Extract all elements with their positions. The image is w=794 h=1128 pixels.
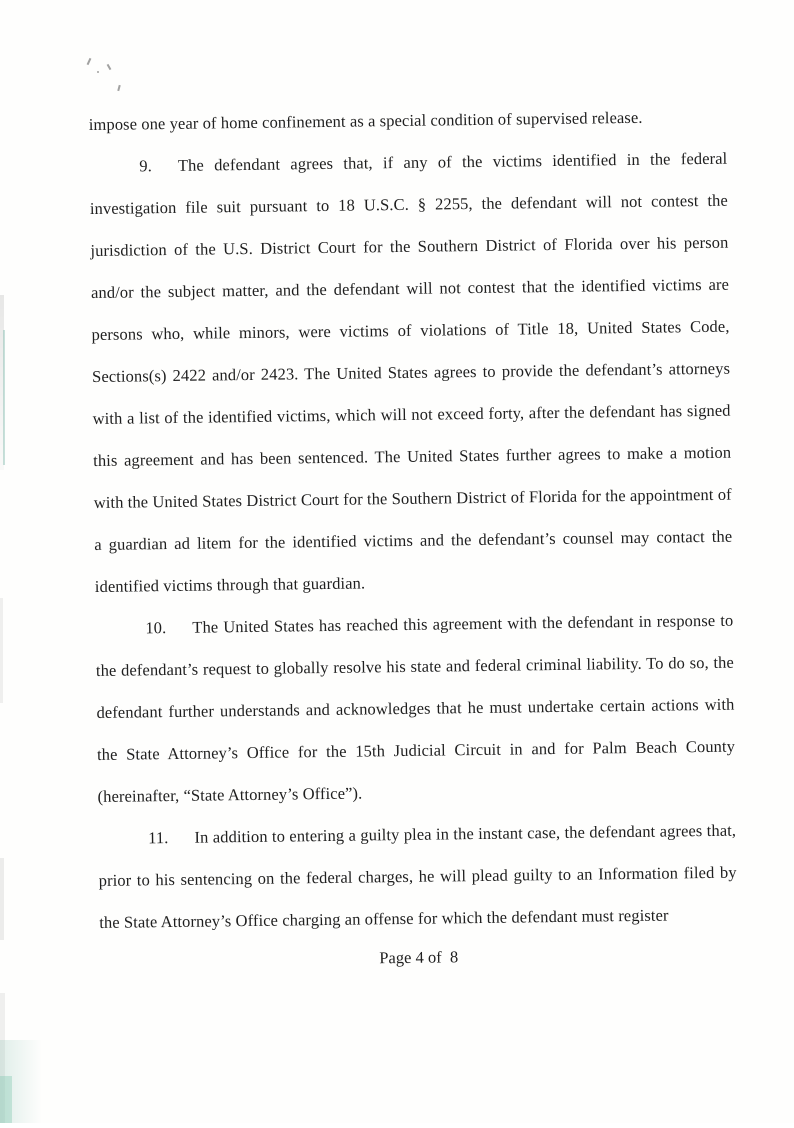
paragraph-text: The defendant agrees that, if any of the victims identified in the federal investigation file suit pursuant to 18 U.S.C. § 2255, the defendant will not contest the jurisdiction of the U.S. District Court for the Southern District of Florida over his person and/or the subject matter, and the defendant will not contest that the identified victims are persons who, while minors, were victims of violations of Title 18, United States Code, Sections(s) 2422 and/or 2423. The United States agrees to provide the defendant’s attorneys with a list of the identified victims, which will not exceed forty, after the defendant has signed this agreement and has been sentenced. The United States further agrees to make a motion with the United States District Court for the Southern District of Florida for the appointment of a guardian ad litem for the identified victims and the defendant’s counsel may contact the identified victims through that guardian. (89, 148, 733, 596)
paragraph-number: 9. (139, 156, 153, 176)
paragraph-11 (98, 810, 738, 944)
paragraph-text: The United States has reached this agreement with the defendant in response to the defendant’s request to globally resolve his state and federal criminal liability. To do so, the defendant further understands and acknowledges that he must undertake certain actions with the State Attorney’s Office for the 15th Judicial Circuit in and for Palm Beach County (hereinafter, “State Attorney’s Office”). (95, 610, 736, 806)
paragraph-9 (89, 138, 733, 608)
document-text-block (89, 96, 738, 944)
page-number: Page 4 of 8 (379, 947, 459, 968)
paragraph-10 (95, 600, 736, 818)
scan-artifact-left-streak (0, 858, 4, 940)
paragraph-continuation: impose one year of home confinement as a special condition of supervised release. (88, 107, 643, 135)
paragraph-text: In addition to entering a guilty plea in the instant case, the defendant agrees that, prior to his sentencing on the federal charges, he will plead guilty to an Information filed by the State Attorney’s Office charging an offense for which the defendant must register (98, 820, 737, 932)
paragraph-number: 11. (148, 828, 169, 848)
paragraph-number: 10. (145, 618, 167, 638)
